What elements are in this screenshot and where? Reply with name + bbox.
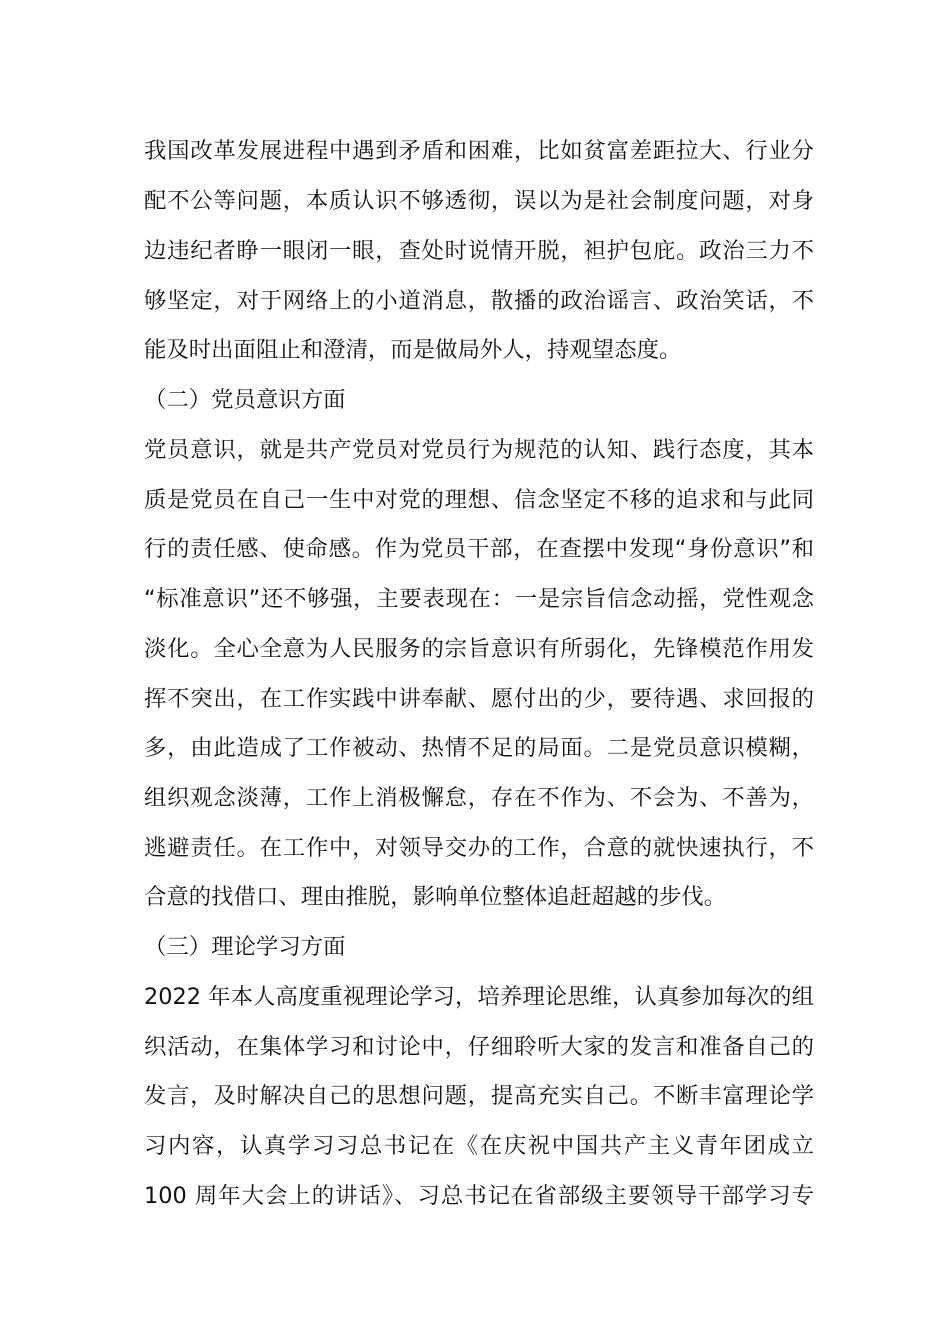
section-heading: （二）党员意识方面 [144,387,346,413]
paragraph-line: 能及时出面阻止和澄清，而是做局外人，持观望态度。 [144,337,682,363]
section-heading: （三）理论学习方面 [144,934,346,960]
paragraph-line: 我国改革发展进程中遇到矛盾和困难，比如贫富差距拉大、行业分 [144,138,814,164]
paragraph-line: 边违纪者睁一眼闭一眼，查处时说情开脱，袒护包庇。政治三力不 [144,238,814,264]
paragraph-line: 行的责任感、使命感。作为党员干部，在查摆中发现“身份意识”和 [144,536,814,562]
paragraph-line: 配不公等问题，本质认识不够透彻，误以为是社会制度问题，对身 [144,188,814,214]
paragraph-line: 淡化。全心全意为人民服务的宗旨意识有所弱化，先锋模范作用发 [144,636,814,662]
paragraph-line: 100 周年大会上的讲话》、习总书记在省部级主要领导干部学习专 [144,1183,814,1209]
paragraph-line: 发言，及时解决自己的思想问题，提高充实自己。不断丰富理论学 [144,1083,814,1109]
paragraph-line: “标准意识”还不够强，主要表现在：一是宗旨信念动摇，党性观念 [144,586,814,612]
paragraph-line: 多，由此造成了工作被动、热情不足的局面。二是党员意识模糊， [144,735,814,761]
paragraph-line: 党员意识，就是共产党员对党员行为规范的认知、践行态度，其本 [144,437,814,463]
paragraph-line: 质是党员在自己一生中对党的理想、信念坚定不移的追求和与此同 [144,487,814,513]
paragraph-line: 够坚定，对于网络上的小道消息，散播的政治谣言、政治笑话，不 [144,288,814,314]
paragraph-line: 习内容，认真学习习总书记在《在庆祝中国共产主义青年团成立 [144,1133,814,1159]
paragraph-line: 逃避责任。在工作中，对领导交办的工作，合意的就快速执行，不 [144,835,814,861]
paragraph-line: 织活动，在集体学习和讨论中，仔细聆听大家的发言和准备自己的 [144,1034,814,1060]
paragraph-line: 2022 年本人高度重视理论学习，培养理论思维，认真参加每次的组 [144,984,814,1010]
paragraph-line: 挥不突出，在工作实践中讲奉献、愿付出的少，要待遇、求回报的 [144,686,814,712]
paragraph-line: 合意的找借口、理由推脱，影响单位整体追赶超越的步伐。 [144,884,727,910]
paragraph-line: 组织观念淡薄，工作上消极懈怠，存在不作为、不会为、不善为， [144,785,814,811]
